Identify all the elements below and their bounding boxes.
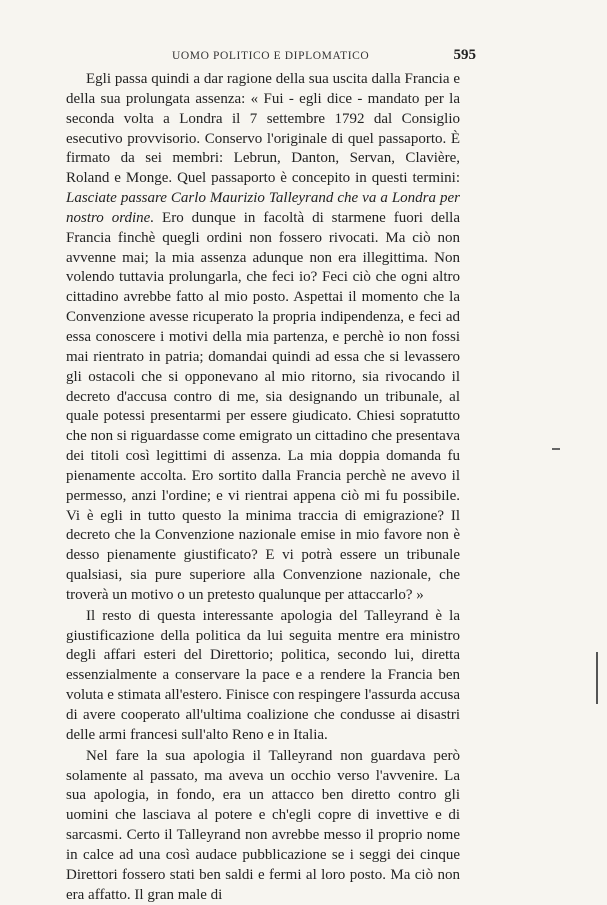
paragraph-3: Nel fare la sua apologia il Talleyrand non guardava però solamente al passato, ma aveva un occhio verso l'avvenire. La sua apologia, in fondo, era un attacco ben diretto contro gli uomini che lasciava al potere e ch'egli copre di invettive e di sarcasmi. Certo il Talleyrand non avrebbe messo il proprio nome in calce ad una così audace pubblicazione se i seggi dei cinque Direttori fossero stati ben saldi e fermi al loro posto. Ma ciò non era affatto. Il gran male di (66, 747, 460, 903)
paragraph-1-after: Ero dunque in facoltà di starmene fuori della Francia finchè quegli ordini non fossero rivocati. Ma ciò non avvenne mai; la mia assenza adunque non era illegittima. Non volendo tuttavia prolungarla, che feci io? Feci ciò che ogni altro cittadino avrebbe fatto al mio posto. Aspettai il momento che la Convenzione avesse ricuperato la propria indipendenza, e feci ad essa conoscere i motivi della mia partenza, e perchè io non fossi mai rientrato in patria; domandai quindi ad essa che si levassero gli ostacoli che si opponevano al mio ritorno, sia rivocando il decreto d'accusa contro di me, sia designando un tribunale, al quale potessi presentarmi per essere giudicato. Chiesi sopratutto che non si riguardasse come emigrato un cittadino che presentava dei titoli così legittimi di assenza. La mia doppia domanda fu pienamente accolta. Ero sortito dalla Francia perchè ne avevo il permesso, anzi l'ordine; e vi rientrai appena ciò mi fu possibile. Vi è egli in tutto questo la minima traccia di emigrazione? Il decreto che la Convenzione nazionale emise in mio favore non è desso pienamente giustificato? E vi potrà essere un tribunale qualsiasi, sia pure superiore alla Convenzione nazionale, che troverà un motivo o un pretesto qualunque per attaccarlo? » (66, 209, 460, 603)
running-head (60, 48, 476, 68)
page-number: 595 (453, 47, 476, 63)
running-head-title: UOMO POLITICO E DIPLOMATICO (172, 50, 370, 62)
paragraph-2: Il resto di questa interessante apologia del Talleyrand è la giustificazione della politica da lui seguita mentre era ministro degli affari esteri del Direttorio; politica, secondo lui, diretta essenzialmente a conservare la pace e a rendere la Francia ben voluta e stimata all'estero. Finisce con respingere l'assurda accusa di avere cooperato all'ultima coalizione che condusse ai disastri delle armi francesi sull'alto Reno e in Italia. (66, 607, 461, 743)
body-text (66, 70, 460, 905)
margin-mark (552, 448, 560, 450)
paragraph-1-before: Egli passa quindi a dar ragione della sua uscita dalla Francia e della sua prolungata assenza: « Fui - egli dice - mandato per la seconda volta a Londra il 7 settembre 1792 dal Consiglio esecutivo provvisorio. Conservo l'originale di quel passaporto. È firmato da sei membri: Lebrun, Danton, Servan, Clavière, Roland e Monge. Quel passaporto è concepito in questi termini: (66, 71, 460, 187)
paragraph-1 (66, 70, 460, 606)
page-edge-line (596, 652, 598, 704)
passport-quote: Lasciate passare Carlo Maurizio Talleyrand che va a Londra per nostro ordine. (66, 190, 460, 226)
